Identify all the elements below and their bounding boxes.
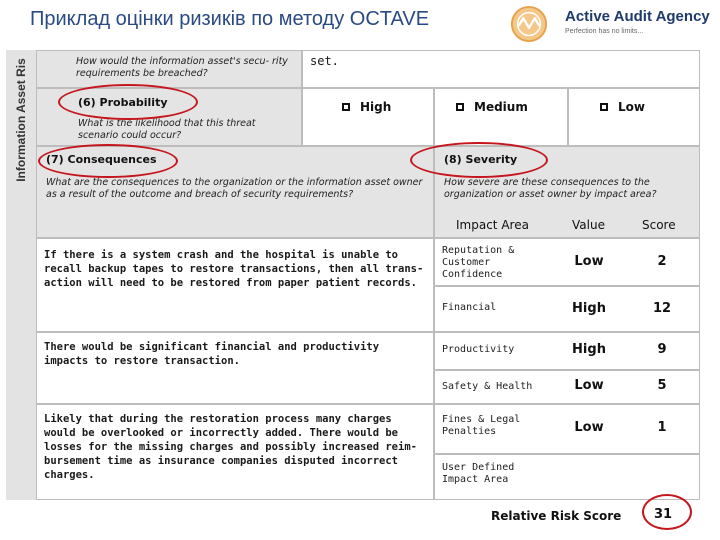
severity-question: How severe are these consequences to the organization or asset owner by impact area? bbox=[444, 177, 657, 200]
highlight-circle-probability bbox=[58, 84, 198, 120]
impact-score: 2 bbox=[657, 254, 667, 269]
impact-area-label: Financial bbox=[442, 302, 497, 313]
consequence-text-1: If there is a system crash and the hospital is unable to recall backup tapes to restore transactions, then all trans- action will need to be restored from paper patient records. bbox=[44, 249, 424, 289]
probability-option-medium[interactable] bbox=[456, 100, 528, 114]
impact-area-label: Reputation & Customer Confidence bbox=[442, 245, 515, 280]
probability-option-high[interactable] bbox=[342, 100, 391, 114]
impact-value: Low bbox=[574, 420, 604, 435]
impact-score: 5 bbox=[657, 378, 667, 393]
relative-risk-score-label: Relative Risk Score bbox=[491, 509, 622, 523]
brand-tagline: Perfection has no limits... bbox=[565, 28, 644, 35]
probability-label: (6) Probability bbox=[78, 96, 168, 109]
highlight-circle-total bbox=[642, 494, 692, 530]
impact-score: 9 bbox=[657, 342, 667, 357]
impact-area-label: Productivity bbox=[442, 344, 515, 355]
top-answer-text: set. bbox=[310, 54, 339, 68]
impact-area-label: Safety & Health bbox=[442, 381, 533, 392]
consequences-label: (7) Consequences bbox=[46, 153, 157, 166]
impact-value: Low bbox=[574, 254, 604, 269]
impact-value: Low bbox=[574, 378, 604, 393]
impact-score: 12 bbox=[652, 301, 672, 316]
column-score: Score bbox=[642, 218, 676, 232]
probability-question: What is the likelihood that this threat scenario could occur? bbox=[78, 118, 256, 141]
probability-option-low-cell bbox=[568, 88, 700, 146]
column-impact-area: Impact Area bbox=[456, 218, 529, 232]
impact-value: High bbox=[572, 301, 606, 316]
checkbox-icon[interactable] bbox=[342, 103, 350, 111]
impact-value: High bbox=[572, 342, 606, 357]
top-answer-cell bbox=[302, 50, 700, 88]
probability-option-high-cell bbox=[302, 88, 434, 146]
probability-option-high-label: High bbox=[360, 100, 392, 114]
probability-option-low[interactable] bbox=[600, 100, 645, 114]
probability-option-low-label: Low bbox=[618, 100, 645, 114]
checkbox-icon[interactable] bbox=[456, 103, 464, 111]
probability-option-medium-cell bbox=[434, 88, 568, 146]
slide-title: Приклад оцінки ризиків по методу OCTAVE bbox=[30, 8, 430, 30]
highlight-circle-severity bbox=[410, 142, 548, 178]
consequence-text-2: There would be significant financial and productivity impacts to restore transaction. bbox=[44, 341, 380, 367]
severity-label: (8) Severity bbox=[444, 153, 518, 166]
relative-risk-score-value: 31 bbox=[654, 507, 673, 522]
highlight-circle-consequences bbox=[38, 144, 178, 178]
brand-name: Active Audit Agency bbox=[565, 8, 710, 25]
impact-area-label: Fines & Legal Penalties bbox=[442, 414, 521, 437]
checkbox-icon[interactable] bbox=[600, 103, 608, 111]
brand-logo-icon bbox=[510, 5, 548, 43]
side-label bbox=[6, 50, 36, 190]
probability-option-medium-label: Medium bbox=[474, 100, 528, 114]
top-question-text: How would the information asset's secu- rity requirements be breached? bbox=[76, 56, 288, 79]
column-value: Value bbox=[572, 218, 605, 232]
side-label-text: Information Asset Ris bbox=[14, 58, 28, 182]
impact-area-label: User Defined Impact Area bbox=[442, 462, 515, 485]
consequence-text-3: Likely that during the restoration process many charges would be overlooked or incorrectly added. There would be losses for the missing charges and possibly increased reim- bursement time as insurance companies disputed incorrect charges. bbox=[44, 413, 417, 481]
impact-score: 1 bbox=[657, 420, 667, 435]
consequences-question: What are the consequences to the organization or the information asset owner as a result of the outcome and breach of security requirements? bbox=[46, 177, 423, 200]
